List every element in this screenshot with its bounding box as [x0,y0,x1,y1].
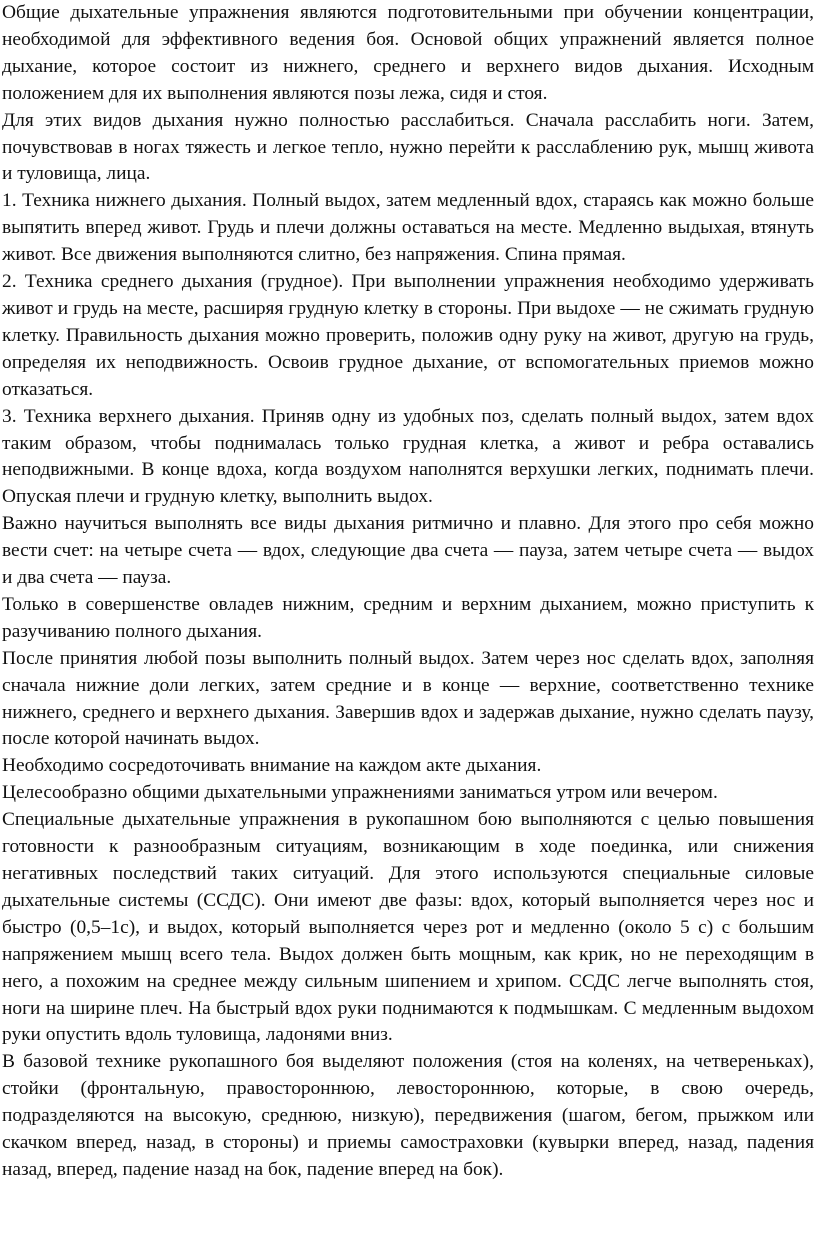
paragraph-rhythm: Важно научиться выполнять все виды дыхания ритмично и плавно. Для этого про себя можно вести счет: на четыре счета — вдох, следующие два счета — пауза, затем четыре счета — выдох и два счета — пауза. [2,513,814,589]
paragraph-full-breathing-intro: Только в совершенстве овладев нижним, средним и верхним дыханием, можно приступить к разучиванию полного дыхания. [2,593,814,642]
paragraph-lower-breathing: 1. Техника нижнего дыхания. Полный выдох, затем медленный вдох, стараясь как можно больше выпятить вперед живот. Грудь и плечи должны оставаться на месте. Медленно выдыхая, втянуть живот. Все движения выполняются слитно, без напряжения. Спина прямая. [2,190,814,266]
paragraph-timing: Целесообразно общими дыхательными упражнениями заниматься утром или вечером. [2,782,718,804]
paragraph-full-breathing-technique: После принятия любой позы выполнить полный выдох. Затем через нос сделать вдох, заполняя сначала нижние доли легких, затем средние и в конце — верхние, соответственно технике нижнего, среднего и верхнего дыхания. Завершив вдох и задержав дыхание, нужно сделать паузу, после которой начинать выдох. [2,647,814,750]
paragraph-middle-breathing: 2. Техника среднего дыхания (грудное). При выполнении упражнения необходимо удерживать живот и грудь на месте, расширяя грудную клетку в стороны. При выдохе — не сжимать грудную клетку. Правильность дыхания можно проверить, положив одну руку на живот, другую на грудь, определяя их неподвижность. Освоив грудное дыхание, от вспомогательных приемов можно отказаться. [2,271,814,400]
paragraph-attention: Необходимо сосредоточивать внимание на каждом акте дыхания. [2,755,542,777]
paragraph-upper-breathing: 3. Техника верхнего дыхания. Приняв одну из удобных поз, сделать полный выдох, затем вдох таким образом, чтобы поднималась только грудная клетка, а живот и ребра оставались неподвижными. В конце вдоха, когда воздухом наполнятся верхушки легких, поднимать плечи. Опуская плечи и грудную клетку, выполнить выдох. [2,405,814,508]
paragraph-relaxation: Для этих видов дыхания нужно полностью расслабиться. Сначала расслабить ноги. Затем, почувствовав в ногах тяжесть и легкое тепло, нужно перейти к расслаблению рук, мышц живота и туловища, лица. [2,109,814,185]
paragraph-intro: Общие дыхательные упражнения являются подготовительными при обучении концентрации, необходимой для эффективного ведения боя. Основой общих упражнений является полное дыхание, которое состоит из нижнего, среднего и верхнего видов дыхания. Исходным положением для их выполнения являются позы лежа, сидя и стоя. [2,2,814,104]
paragraph-basic-technique: В базовой технике рукопашного боя выделяют положения (стоя на коленях, на четвереньках), стойки (фронтальную, правостороннюю, левостороннюю, которые, в свою очередь, подразделяются на высокую, среднюю, низкую), передвижения (шагом, бегом, прыжком или скачком вперед, назад, в стороны) и приемы самостраховки (кувырки вперед, назад, падения назад, вперед, падение назад на бок, падение вперед на бок). [2,1051,814,1180]
paragraph-special-exercises: Специальные дыхательные упражнения в рукопашном бою выполняются с целью повышения готовности к разнообразным ситуациям, возникающим в ходе поединка, или снижения негативных последствий таких ситуаций. Для этого используются специальные силовые дыхательные системы (ССДС). Они имеют две фазы: вдох, который выполняется через нос и быстро (0,5–1с), и выдох, который выполняется через рот и медленно (около 5 с) с большим напряжением мышц всего тела. Выдох должен быть мощным, как крик, но не переходящим в него, а похожим на среднее между сильным шипением и хрипом. ССДС легче выполнять стоя, ноги на ширине плеч. На быстрый вдох руки поднимаются к подмышкам. С медленным выдохом руки опустить вдоль туловища, ладонями вниз. [2,809,814,1046]
